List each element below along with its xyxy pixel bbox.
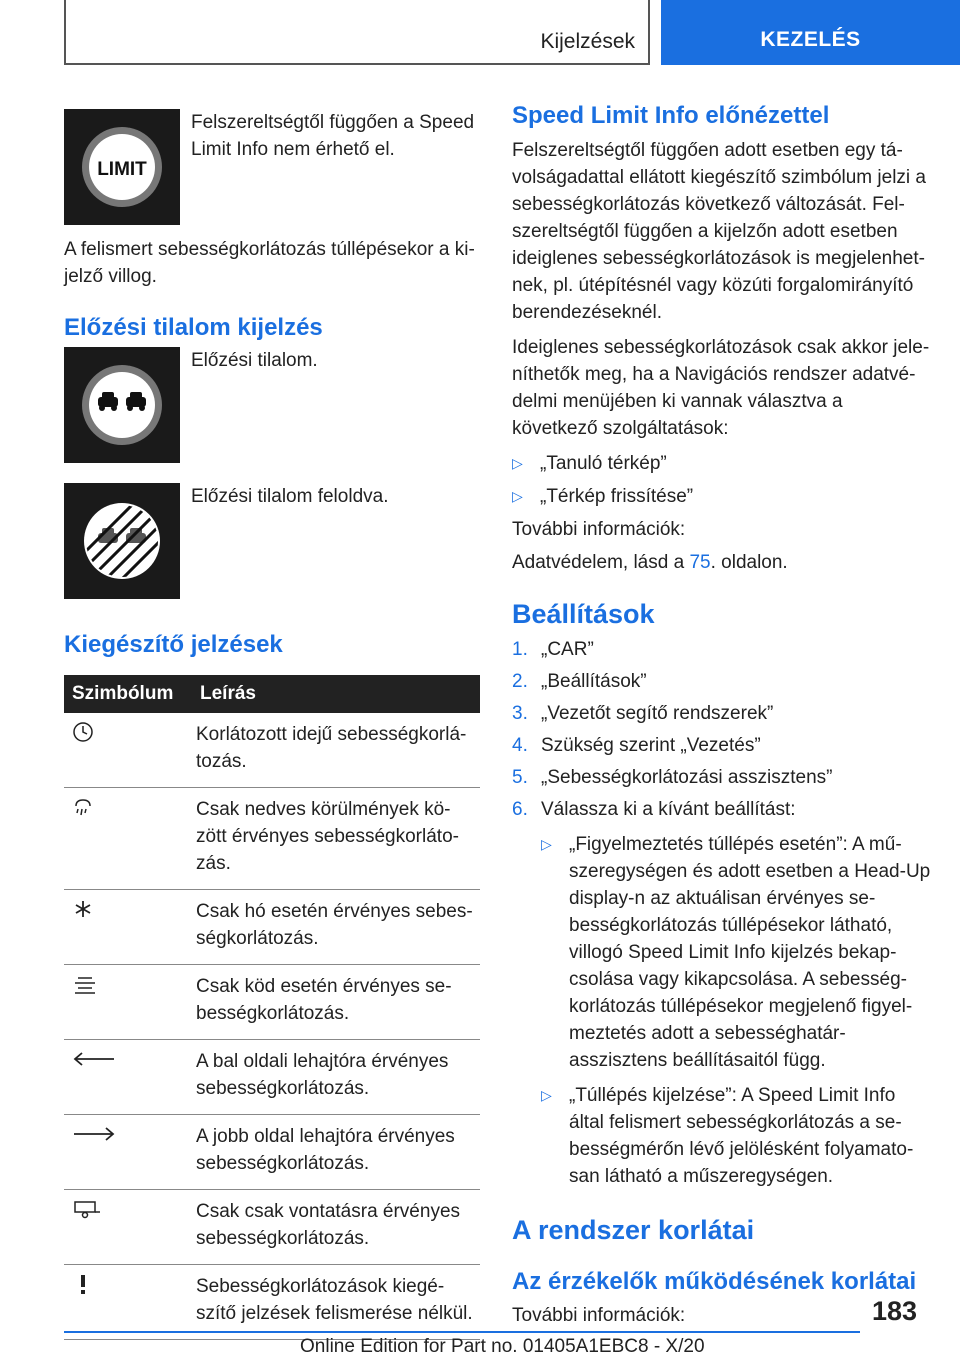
trailer-icon [64,1190,192,1265]
header-frame-left [64,0,66,64]
clock-icon [64,713,192,788]
table-row-text: Sebességkorlátozások kiegészítő jelzések felismerése nélkül. [192,1265,480,1340]
step-number: 6. [512,799,528,820]
step-number: 1. [512,639,528,660]
table-row-text: A jobb oldal lehajtóra érvényes sebességkorlátozás. [192,1115,480,1190]
arrow-left-icon [64,1040,192,1115]
table-row [64,1040,480,1115]
overtaking-end-description: Előzési tilalom feloldva. [191,486,389,507]
sensor-limits-heading: Az érzékelők működésének korlátai [512,1268,917,1295]
overtaking-heading: Előzési tilalom kijelzés [64,314,323,341]
table-row-text: Korlátozott idejű sebességkorlátozás. [192,713,480,788]
list-item [541,831,932,1074]
snowflake-icon [64,890,192,965]
step-text: „Vezetőt segítő rendszerek” [541,703,774,724]
option-description: „Túllépés kijelzése”: A Speed Limit Info által felismert sebességkorlátozás a sebességmérőn lévő jelölésként folyamatosan látható a műszeregységen. [569,1085,914,1187]
limit-symbol-row [64,109,480,225]
limit-sign-icon [64,109,180,225]
table-row-text: Csak csak vontatásra érvényes sebességkorlátozás. [192,1190,480,1265]
arrow-right-icon [64,1115,192,1190]
header-frame-bottom [64,63,650,65]
supplementary-table [64,675,480,1340]
table-row-text: A bal oldali lehajtóra érvényes sebességkorlátozás. [192,1040,480,1115]
privacy-ref-suffix: . oldalon. [710,552,788,573]
edition-note: Online Edition for Part no. 01405A1EBC8 - X/20 [300,1336,705,1357]
preview-paragraph-1: Felszereltségtől függően adott esetben egy távolságadattal ellátott kiegészítő szimbólum jelzi a sebességkorlátozás következő változását. Felszereltségtől függően a kijelzőn adott esetben ideiglenes sebességkorlátozások is megjelenhetnek, pl. útépítésnél vagy közúti forgalomirányító berendezéseknél. [512,140,926,323]
header-frame-right [648,0,650,64]
header-chapter-tab[interactable]: KEZELÉS [661,0,960,65]
more-info-label-2: További információk: [512,1305,686,1326]
table-row [64,1190,480,1265]
triangle-bullet-icon: ▷ [541,836,552,852]
left-column [64,100,480,1340]
step-text: „Sebességkorlátozási asszisztens” [541,767,833,788]
overtaking-symbol-row [64,347,480,463]
right-column [512,100,932,1329]
table-header-symbol: Szimbólum [64,675,192,713]
page-number: 183 [872,1296,918,1326]
table-row [64,1265,480,1340]
table-row [64,713,480,788]
preview-paragraph-2: Ideiglenes sebességkorlátozások csak akkor jeleníthetők meg, ha a Navigációs rendszer adatvédelmi menüjében ki vannak választva a következő szolgáltatások: [512,337,930,439]
triangle-bullet-icon: ▷ [541,1087,552,1103]
table-row-text: Csak nedves körülmények között érvényes sebességkorlátozás. [192,788,480,890]
table-row [64,890,480,965]
list-item [512,483,932,510]
step-number: 3. [512,703,528,724]
table-header-description: Leírás [192,675,480,713]
triangle-bullet-icon: ▷ [512,488,523,504]
preview-heading: Speed Limit Info előnézettel [512,102,830,129]
list-item [512,700,932,727]
list-item [541,1082,932,1190]
more-info-label: További információk: [512,519,686,540]
supplementary-heading: Kiegészítő jelzések [64,631,283,658]
settings-heading: Beállítások [512,599,655,629]
option-description: „Figyelmeztetés túllépés esetén”: A műszeregységen és adott esetben a Head-Up display-n az aktuálisan érvényes sebességkorlátozás túllépésekor látható, villogó Speed Limit Info kijelzés bekapcsolása vagy kikapcsolása. A sebességkorlátozás túllépésekor megjelenő figyelmeztetés adott a sebességhatár-asszisztens beállításaitól függ. [569,834,931,1071]
table-row [64,788,480,890]
service-item: „Tanuló térkép” [540,453,667,474]
header-section-title: Kijelzések [540,30,635,53]
step-text: Szükség szerint „Vezetés” [541,735,761,756]
end-no-overtaking-sign-icon [64,483,180,599]
triangle-bullet-icon: ▷ [512,455,523,471]
table-row [64,965,480,1040]
privacy-ref-text: Adatvédelem, lásd a [512,552,690,573]
list-item [512,450,932,477]
limit-sign-label: LIMIT [97,159,147,180]
list-item [512,764,932,791]
table-row-text: Csak köd esetén érvényes sebességkorlátozás. [192,965,480,1040]
table-row [64,1115,480,1190]
no-overtaking-sign-icon [64,347,180,463]
step-text: „Beállítások” [541,671,647,692]
overtaking-end-symbol-row [64,483,480,599]
fog-icon [64,965,192,1040]
overtaking-description: Előzési tilalom. [191,350,318,371]
step-text: „CAR” [541,639,594,660]
privacy-page-link[interactable]: 75 [689,552,711,573]
step-text: Válassza ki a kívánt beállítást: [541,799,796,820]
privacy-reference [512,549,932,576]
list-item [512,636,932,663]
table-header-row [64,675,480,713]
table-row-text: Csak hó esetén érvényes sebességkorlátozás. [192,890,480,965]
step-number: 5. [512,767,528,788]
limit-description: Felszereltségtől függően a Speed Limit Info nem érhető el. [191,112,475,160]
footer-rule [64,1331,860,1333]
list-item [512,668,932,695]
step-number: 4. [512,735,528,756]
step-number: 2. [512,671,528,692]
list-item [512,732,932,759]
rain-icon [64,788,192,890]
flash-note: A felismert sebességkorlátozás túllépésekor a kijelző villog. [64,239,475,287]
limits-heading: A rendszer korlátai [512,1215,755,1245]
exclamation-icon [64,1265,192,1340]
service-item: „Térkép frissítése” [540,486,694,507]
list-item [512,796,932,823]
